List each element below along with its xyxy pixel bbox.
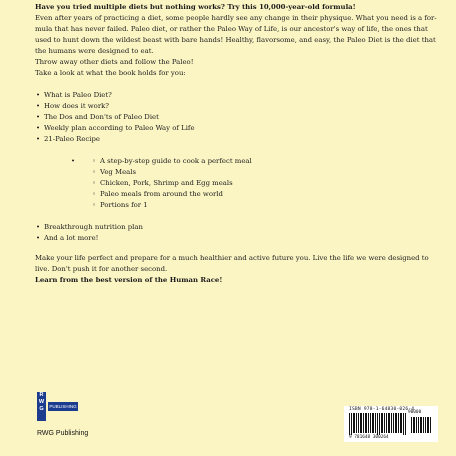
rwg-publishing-logo <box>37 392 97 426</box>
list-item: ◦ A step-by-step guide to cook a perfect meal <box>91 156 415 167</box>
list-item: ◦ Chicken, Pork, Shrimp and Egg meals <box>91 178 415 189</box>
barcode-number: 9 781648 300264 <box>349 435 389 440</box>
list-item: • And a lot more! <box>35 233 415 244</box>
isbn-label: ISBN 978-1-64830-026-4 <box>349 407 415 412</box>
recipe-list <box>35 156 415 211</box>
logo-wordmark: PUBLISHING <box>49 404 77 409</box>
list-item: • What is Paleo Diet? <box>35 90 415 101</box>
list-item: • How does it work? <box>35 101 415 112</box>
closing-line: live. Don't push it for another second. <box>35 265 168 273</box>
list-item: ◦ Paleo meals from around the world <box>91 189 415 200</box>
intro-line: Even after years of practicing a diet, some people hardly see any change in their physique. What you need is a for- <box>35 14 437 22</box>
intro-line: used to hunt down the wildest beast with bare hands! Healthy, flavorsome, and easy, the Paleo Diet is the diet that <box>35 36 436 44</box>
bullet-icon: • <box>71 157 76 165</box>
list-item: • Weekly plan according to Paleo Way of Life <box>35 123 415 134</box>
intro-line: Take a look at what the book holds for you: <box>35 69 186 77</box>
price-addon: 90000 <box>408 410 422 415</box>
intro-line: the humans were designed to eat. <box>35 47 154 55</box>
list-item: • Breakthrough nutrition plan <box>35 222 415 233</box>
logo-letter-strip: R W G <box>37 392 46 421</box>
closing-line: Make your life perfect and prepare for a much healthier and active future you. Live the life we were designed to <box>35 254 429 262</box>
list-item: • The Dos and Don'ts of Paleo Diet <box>35 112 415 123</box>
list-item: ◦ Veg Meals <box>91 167 415 178</box>
intro-line: Throw away other diets and follow the Paleo! <box>35 58 194 66</box>
list-item: • 21-Paleo Recipe <box>35 134 415 145</box>
publisher-name: RWG Publishing <box>37 430 89 437</box>
isbn-barcode <box>344 406 438 442</box>
headline: Have you tried multiple diets but nothing works? Try this 10,000-year-old formula! <box>35 3 356 11</box>
contents-list <box>35 90 415 145</box>
closing-tagline: Learn from the best version of the Human Race! <box>35 276 223 284</box>
intro-line: mula that has never failed. Paleo diet, or rather the Paleo Way of Life, is our ancestor's way of life, the ones that <box>35 25 428 33</box>
more-list <box>35 222 415 244</box>
blurb <box>35 2 437 286</box>
ean-barcode-icon <box>349 413 435 435</box>
list-item: ◦ Portions for 1 <box>91 200 415 211</box>
